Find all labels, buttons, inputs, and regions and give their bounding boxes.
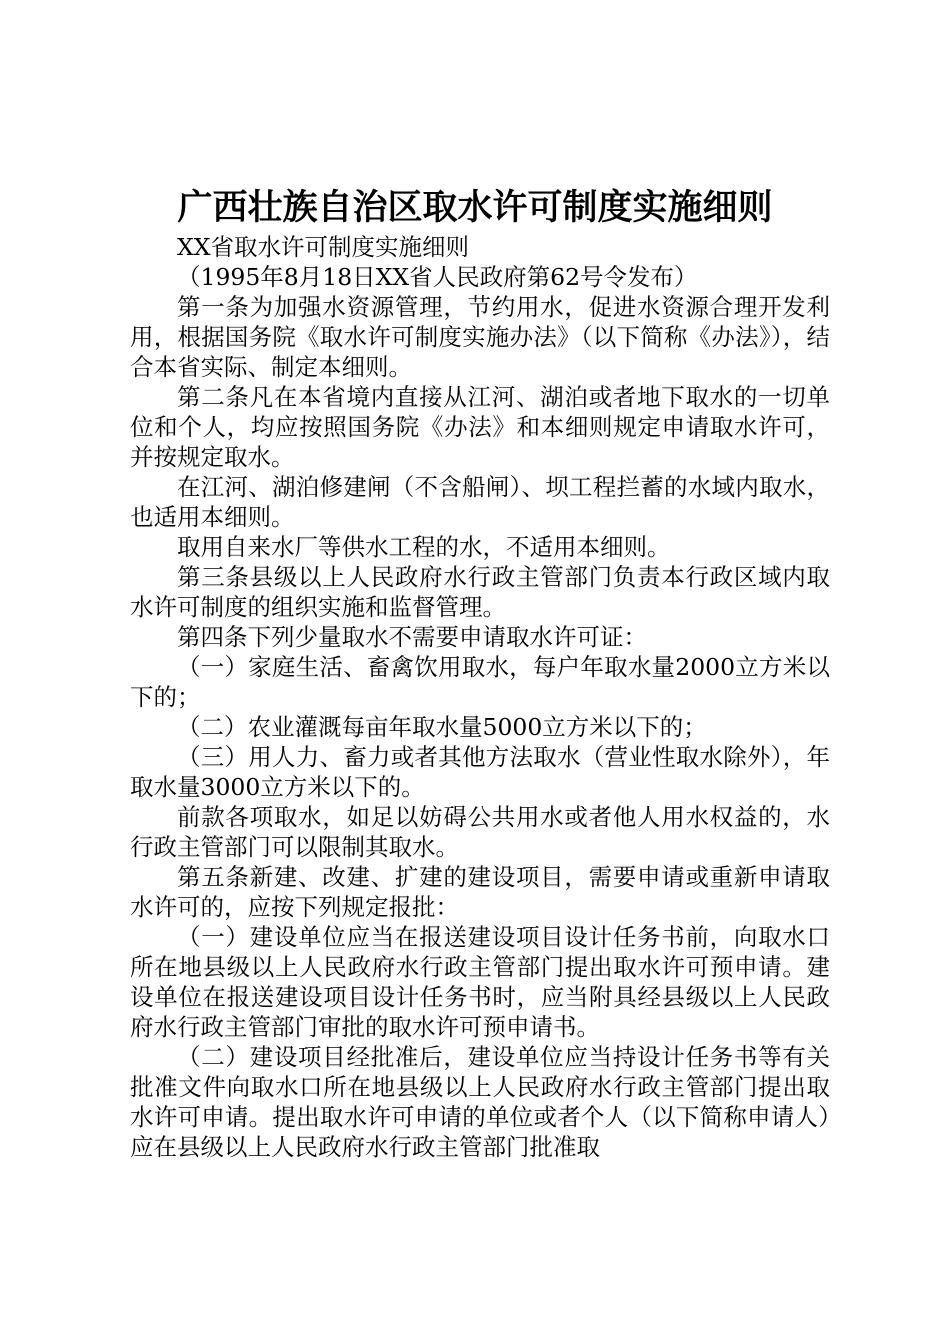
paragraph-article-4-limit: 前款各项取水，如足以妨碍公共用水或者他人用水权益的，水行政主管部门可以限制其取水。 bbox=[130, 803, 830, 861]
paragraph-subtitle: XX省取水许可制度实施细则 bbox=[177, 233, 469, 261]
paragraph-article-5-item-2: （二）建设项目经批准后，建设单位应当持设计任务书等有关批准文件向取水口所在地县级以上人民政府水行政主管部门提出取水许可申请。提出取水许可申请的单位或者个人（以下简称申请人）应在县级以上人民政府水行政主管部门批准取 bbox=[130, 1043, 830, 1161]
paragraph-article-1: 第一条为加强水资源管理，节约用水，促进水资源合理开发利用，根据国务院《取水许可制度实施办法》（以下简称《办法》），结合本省实际、制定本细则。 bbox=[130, 293, 830, 381]
paragraph-article-4-item-3: （三）用人力、畜力或者其他方法取水（营业性取水除外），年取水量3000立方米以下的。 bbox=[130, 743, 830, 801]
document-body bbox=[130, 232, 830, 1162]
paragraph-article-4: 第四条下列少量取水不需要申请取水许可证： bbox=[177, 623, 647, 651]
paragraph-article-5-item-1: （一）建设单位应当在报送建设项目设计任务书前，向取水口所在地县级以上人民政府水行政主管部门提出取水许可预申请。建设单位在报送建设项目设计任务书时，应当附具经县级以上人民政府水行政主管部门审批的取水许可预申请书。 bbox=[130, 923, 830, 1041]
paragraph-article-3: 第三条县级以上人民政府水行政主管部门负责本行政区域内取水许可制度的组织实施和监督管理。 bbox=[130, 563, 830, 621]
paragraph-article-2: 第二条凡在本省境内直接从江河、湖泊或者地下取水的一切单位和个人，均应按照国务院《办法》和本细则规定申请取水许可，并按规定取水。 bbox=[130, 383, 830, 471]
document-title: 广西壮族自治区取水许可制度实施细则 bbox=[177, 187, 773, 228]
paragraph-issue-note: （1995年8月18日XX省人民政府第62号令发布） bbox=[177, 263, 698, 291]
paragraph-article-2-dam: 在江河、湖泊修建闸（不含船闸）、坝工程拦蓄的水域内取水，也适用本细则。 bbox=[130, 473, 830, 531]
paragraph-article-5: 第五条新建、改建、扩建的建设项目，需要申请或重新申请取水许可的，应按下列规定报批： bbox=[130, 863, 830, 921]
paragraph-article-4-item-1: （一）家庭生活、畜禽饮用取水，每户年取水量2000立方米以下的； bbox=[130, 653, 830, 711]
paragraph-article-2-tapwater: 取用自来水厂等供水工程的水，不适用本细则。 bbox=[177, 533, 671, 561]
paragraph-article-4-item-2: （二）农业灌溉每亩年取水量5000立方米以下的； bbox=[177, 713, 707, 741]
